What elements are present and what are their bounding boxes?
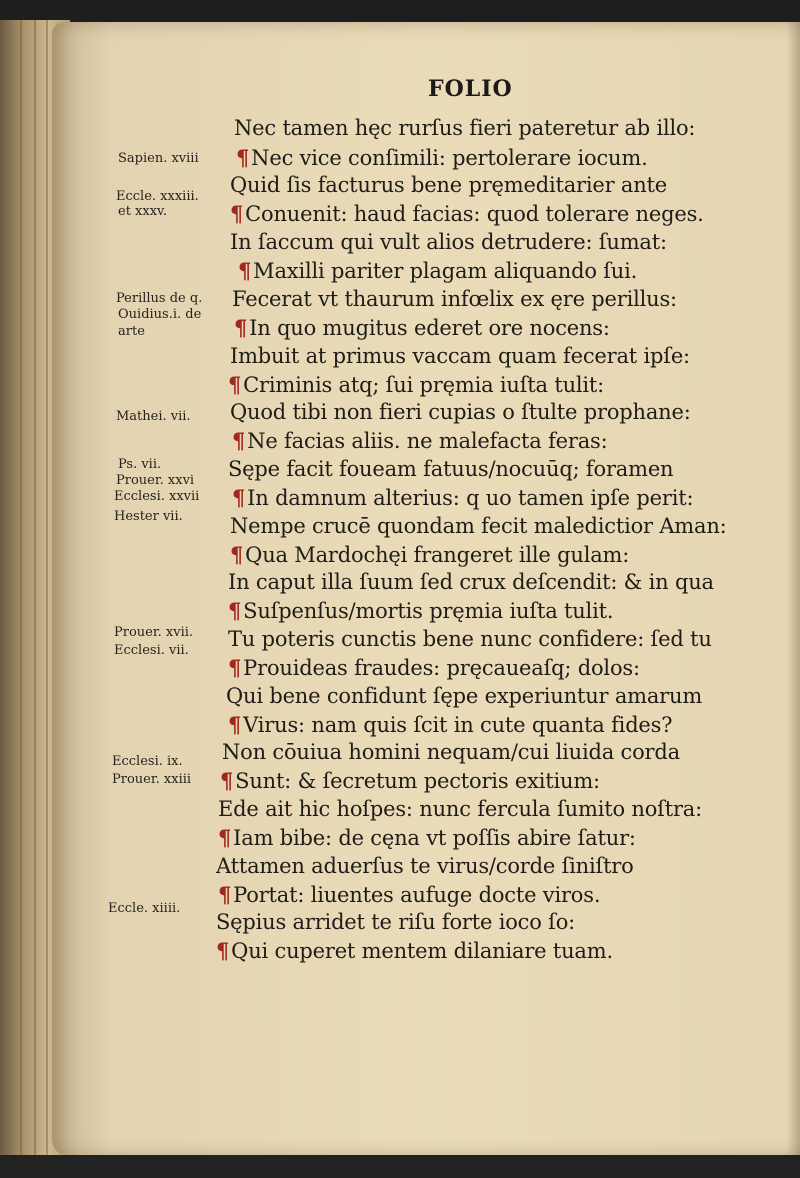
verse-line bbox=[220, 768, 600, 793]
margin-note: Prouer. xxiii bbox=[112, 772, 192, 787]
verse-text: Virus: nam quis ſcit in cute quanta fides? bbox=[243, 713, 673, 737]
margin-note: Perillus de q. bbox=[116, 291, 203, 306]
pilcrow-icon: ¶ bbox=[230, 542, 244, 567]
pilcrow-icon: ¶ bbox=[236, 145, 250, 170]
verse-line bbox=[228, 598, 613, 623]
verse-text: In caput illa ſuum ſed crux deſcendit: & in qua bbox=[228, 570, 714, 594]
margin-note: Mathei. vii. bbox=[116, 409, 191, 424]
pilcrow-icon: ¶ bbox=[218, 882, 232, 907]
margin-note: arte bbox=[118, 324, 145, 339]
verse-line bbox=[232, 485, 693, 510]
pilcrow-icon: ¶ bbox=[232, 428, 246, 453]
verse-text: Qui cuperet mentem dilaniare tuam. bbox=[231, 939, 613, 963]
verse-text: Nec vice conſimili: pertolerare iocum. bbox=[251, 146, 648, 170]
verse-line bbox=[218, 882, 600, 907]
verse-text: In ſaccum qui vult alios detrudere: ſumat: bbox=[230, 230, 667, 254]
pilcrow-icon: ¶ bbox=[232, 485, 246, 510]
pilcrow-icon: ¶ bbox=[234, 315, 248, 340]
verse-line bbox=[222, 740, 680, 764]
verse-line bbox=[228, 712, 672, 737]
dark-background-bottom bbox=[0, 1155, 800, 1178]
page-edge-line bbox=[20, 20, 22, 1160]
verse-text: Conuenit: haud facias: quod tolerare neges. bbox=[245, 202, 704, 226]
pilcrow-icon: ¶ bbox=[228, 712, 242, 737]
verse-text: Non cōuiua homini nequam/cui liuida corda bbox=[222, 740, 680, 764]
verse-line bbox=[228, 570, 714, 594]
page-edge-line bbox=[34, 20, 36, 1160]
verse-line bbox=[230, 400, 691, 424]
margin-note: Prouer. xvii. bbox=[114, 625, 194, 640]
verse-line bbox=[218, 797, 702, 821]
verse-text: Ede ait hic hoſpes: nunc fercula ſumito noſtra: bbox=[218, 797, 702, 821]
verse-text: Ne facias aliis. ne malefacta feras: bbox=[247, 429, 608, 453]
pilcrow-icon: ¶ bbox=[228, 598, 242, 623]
verse-text: Nempe crucē quondam fecit maledictior Aman: bbox=[230, 514, 727, 538]
verse-text: Sępius arridet te riſu forte ioco ſo: bbox=[216, 910, 576, 934]
verse-line bbox=[234, 116, 695, 140]
verse-line bbox=[228, 655, 640, 680]
verse-line bbox=[230, 542, 629, 567]
verse-text: Quod tibi non fieri cupias o ſtulte prophane: bbox=[230, 400, 691, 424]
pilcrow-icon: ¶ bbox=[238, 258, 252, 283]
pilcrow-icon: ¶ bbox=[228, 655, 242, 680]
verse-text: In damnum alterius: q uo tamen ipſe perit: bbox=[247, 486, 694, 510]
pilcrow-icon: ¶ bbox=[220, 768, 234, 793]
verse-line bbox=[228, 457, 673, 481]
verse-text: Quid ſis facturus bene pręmeditarier ante bbox=[230, 173, 668, 197]
verse-text: Suſpenſus/mortis pręmia iuſta tulit. bbox=[243, 599, 614, 623]
verse-line bbox=[228, 627, 712, 651]
margin-note: Eccle. xxxiii. bbox=[116, 189, 199, 204]
verse-text: Tu poteris cunctis bene nunc confidere: ſed tu bbox=[228, 627, 712, 651]
verse-text: Maxilli pariter plagam aliquando ſui. bbox=[253, 259, 638, 283]
margin-note: Sapien. xviii bbox=[118, 151, 199, 166]
pilcrow-icon: ¶ bbox=[216, 938, 230, 963]
margin-note: Ecclesi. ix. bbox=[112, 754, 183, 769]
verse-line bbox=[216, 910, 575, 934]
margin-note: Hester vii. bbox=[114, 509, 183, 524]
verse-line bbox=[216, 854, 634, 878]
verse-line bbox=[232, 428, 608, 453]
pilcrow-icon: ¶ bbox=[230, 201, 244, 226]
verse-line bbox=[238, 258, 637, 283]
pilcrow-icon: ¶ bbox=[228, 372, 242, 397]
verse-line bbox=[230, 201, 704, 226]
pilcrow-icon: ¶ bbox=[218, 825, 232, 850]
verse-text: Qua Mardochęi frangeret ille gulam: bbox=[245, 543, 630, 567]
margin-note: Eccle. xiiii. bbox=[108, 901, 181, 916]
margin-note: Ps. vii. bbox=[118, 457, 162, 472]
verse-line bbox=[216, 938, 613, 963]
verse-line bbox=[228, 372, 604, 397]
verse-text: Prouideas fraudes: pręcaueaſq; dolos: bbox=[243, 656, 640, 680]
verse-text: Nec tamen hęc rurſus fieri pateretur ab illo: bbox=[234, 116, 696, 140]
verse-line bbox=[234, 315, 610, 340]
verse-line bbox=[236, 145, 648, 170]
page-right-shadow bbox=[786, 22, 800, 1157]
verse-text: In quo mugitus ederet ore nocens: bbox=[249, 316, 610, 340]
verse-line bbox=[230, 173, 667, 197]
margin-note: Prouer. xxvi bbox=[116, 473, 195, 488]
verse-text: Qui bene confidunt ſępe experiuntur amarum bbox=[226, 684, 703, 708]
page-edge-line bbox=[46, 20, 48, 1160]
verse-line bbox=[232, 287, 677, 311]
verse-line bbox=[226, 684, 702, 708]
margin-note: et xxxv. bbox=[118, 204, 167, 219]
folio-header: FOLIO bbox=[428, 76, 513, 102]
verse-line bbox=[230, 230, 667, 254]
verse-text: Iam bibe: de cęna vt poſſis abire ſatur: bbox=[233, 826, 636, 850]
verse-line bbox=[230, 514, 727, 538]
verse-text: Attamen aduerſus te virus/corde ſiniſtro bbox=[216, 854, 634, 878]
verse-text: Sępe facit foueam fatuus/nocuūq; foramen bbox=[228, 457, 674, 481]
margin-note: Ouidius.i. de bbox=[118, 307, 202, 322]
margin-note: Ecclesi. vii. bbox=[114, 643, 189, 658]
verse-text: Fecerat vt thaurum infœlix ex ęre perillus: bbox=[232, 287, 677, 311]
verse-line bbox=[218, 825, 636, 850]
verse-text: Sunt: & ſecretum pectoris exitium: bbox=[235, 769, 600, 793]
verse-text: Imbuit at primus vaccam quam fecerat ipſe: bbox=[230, 344, 690, 368]
verse-text: Portat: liuentes aufuge docte viros. bbox=[233, 883, 601, 907]
verse-line bbox=[230, 344, 690, 368]
verse-text: Criminis atq; ſui pręmia iuſta tulit: bbox=[243, 373, 605, 397]
margin-note: Ecclesi. xxvii bbox=[114, 489, 200, 504]
